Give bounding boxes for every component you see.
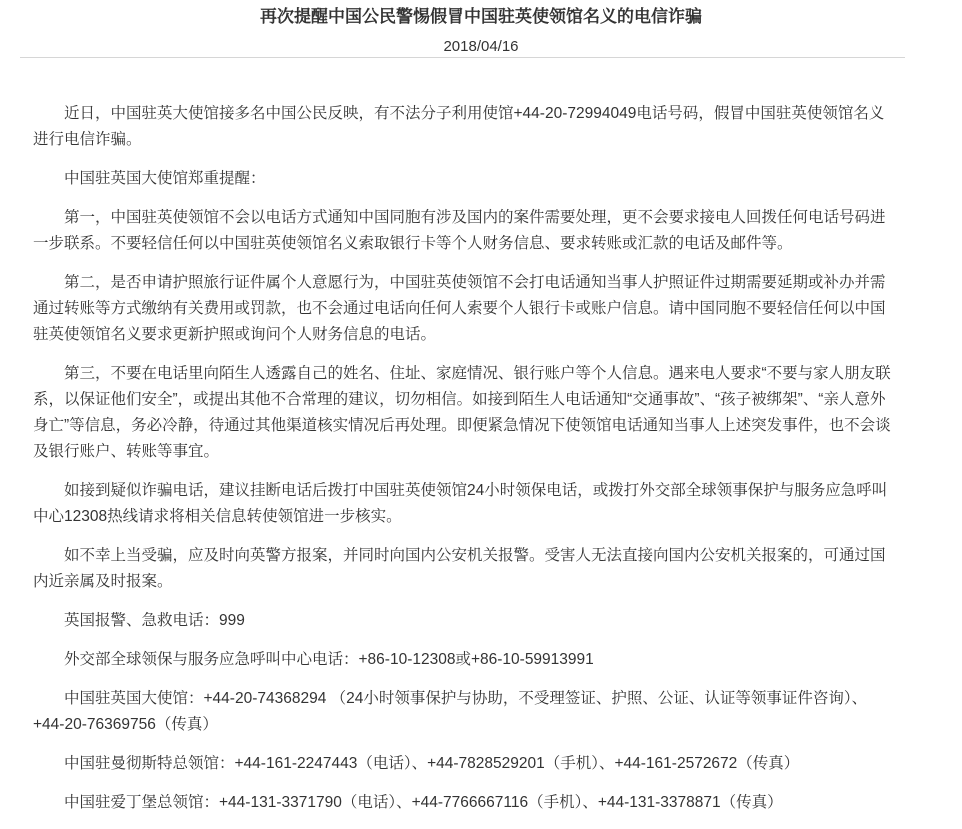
- paragraph-suspicious-call: 如接到疑似诈骗电话，建议挂断电话后拨打中国驻英使领馆24小时领保电话，或拨打外交部全球领事保护与服务应急呼叫中心12308热线请求将相关信息转使领馆进一步核实。: [33, 482, 888, 525]
- paragraph-intro: 近日，中国驻英大使馆接多名中国公民反映，有不法分子利用使馆+44-20-72994049电话号码，假冒中国驻英使领馆名义进行电信诈骗。: [33, 105, 885, 148]
- paragraph-second: 第二，是否申请护照旅行证件属个人意愿行为，中国驻英使领馆不会打电话通知当事人护照证件过期需要延期或补办并需通过转账等方式缴纳有关费用或罚款，也不会通过电话向任何人索要个人银行卡或账户信息。请中国同胞不要轻信任何以中国驻英使领馆名义要求更新护照或询问个人财务信息的电话。: [33, 274, 886, 343]
- contact-embassy-london: 中国驻英国大使馆：+44-20-74368294 （24小时领事保护与协助，不受理签证、护照、公证、认证等领事证件咨询）、+44-20-76369756（传真）: [33, 690, 868, 733]
- contact-consulate-manchester: 中国驻曼彻斯特总领馆：+44-161-2247443（电话）、+44-7828529201（手机）、+44-161-2572672（传真）: [64, 755, 800, 772]
- divider: [20, 57, 905, 58]
- paragraph-third: 第三，不要在电话里向陌生人透露自己的姓名、住址、家庭情况、银行账户等个人信息。遇来电人要求“不要与家人朋友联系，以保证他们安全”，或提出其他不合常理的建议，切勿相信。如接到陌生人电话通知“交通事故”、“孩子被绑架”、“亲人意外身亡”等信息，务必冷静，待通过其他渠道核实情况后再处理。即便紧急情况下使领馆电话通知当事人上述突发事件，也不会谈及银行账户、转账等事宜。: [33, 365, 891, 460]
- article-title: 再次提醒中国公民警惕假冒中国驻英使领馆名义的电信诈骗: [260, 7, 702, 26]
- paragraph-report: 如不幸上当受骗，应及时向英警方报案，并同时向国内公安机关报警。受害人无法直接向国内公安机关报案的，可通过国内近亲属及时报案。: [33, 547, 886, 590]
- article-body: [33, 101, 897, 829]
- article-date: 2018/04/16: [443, 38, 519, 55]
- contact-consulate-edinburgh: 中国驻爱丁堡总领馆：+44-131-3371790（电话）、+44-7766667116（手机）、+44-131-3378871（传真）: [64, 794, 783, 811]
- paragraph-reminder: 中国驻英国大使馆郑重提醒：: [64, 170, 266, 187]
- contact-uk-emergency: 英国报警、急救电话：999: [64, 612, 245, 629]
- contact-mfa-hotline: 外交部全球领保与服务应急呼叫中心电话：+86-10-12308或+86-10-59913991: [64, 651, 594, 668]
- paragraph-first: 第一，中国驻英使领馆不会以电话方式通知中国同胞有涉及国内的案件需要处理，更不会要求接电人回拨任何电话号码进一步联系。不要轻信任何以中国驻英使领馆名义索取银行卡等个人财务信息、要求转账或汇款的电话及邮件等。: [33, 209, 886, 252]
